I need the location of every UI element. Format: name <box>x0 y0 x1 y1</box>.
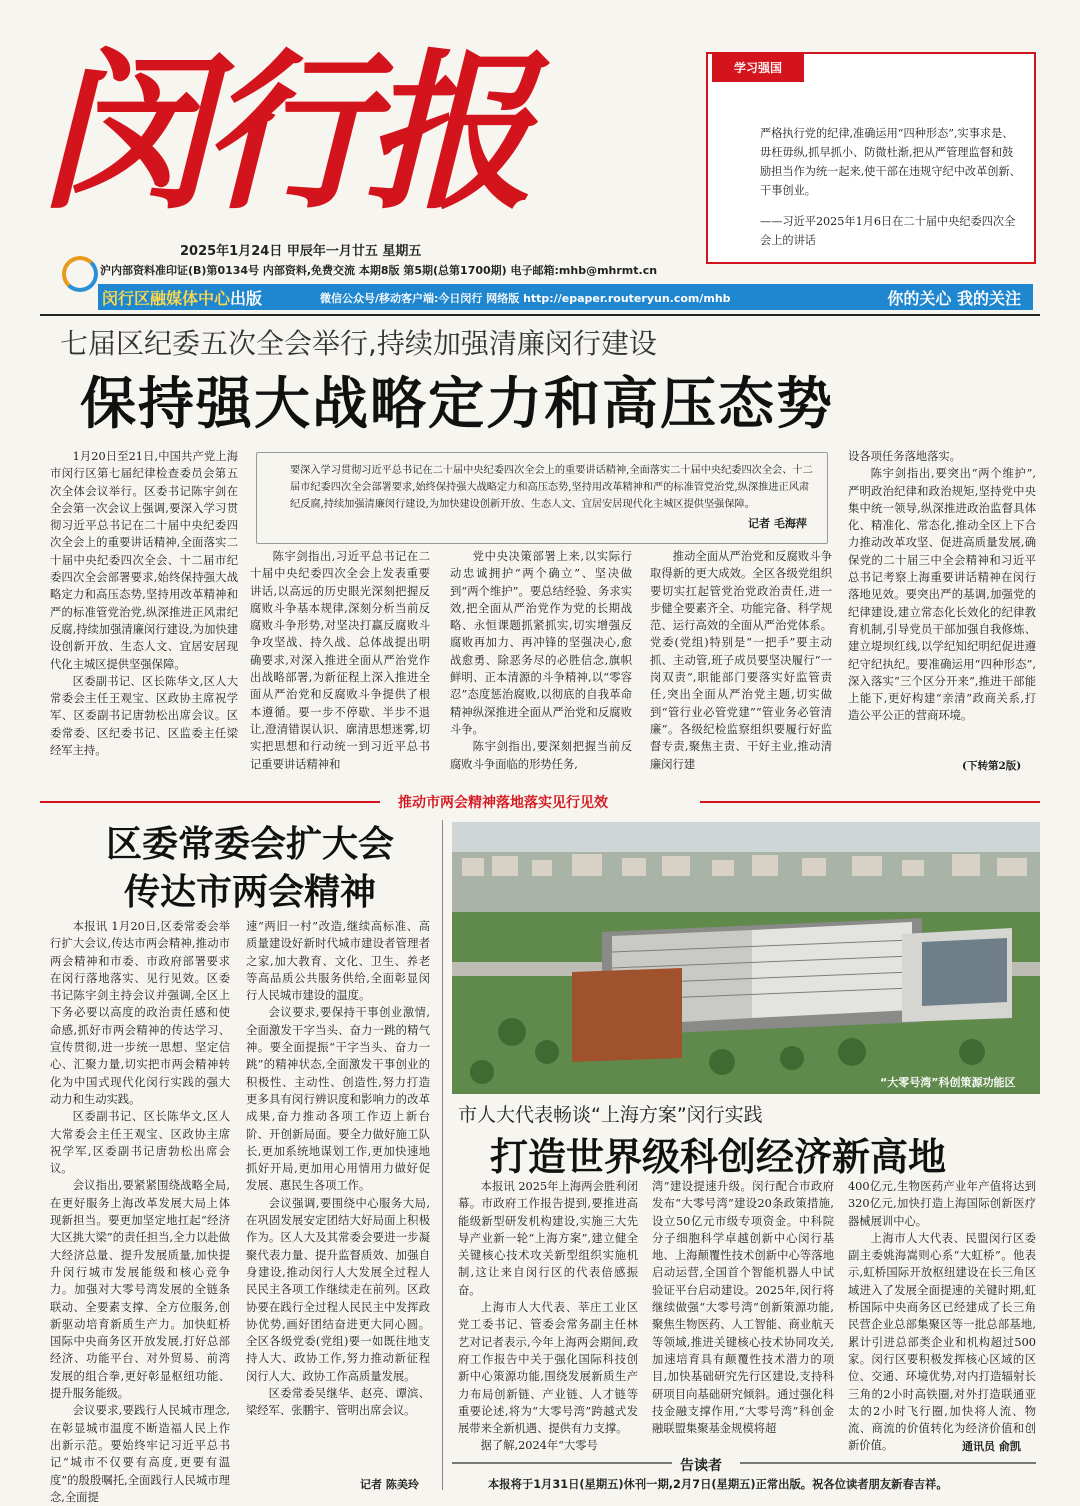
paragraph: 陈宇剑指出,要深刻把握当前反腐败斗争面临的形势任务, <box>450 740 632 771</box>
slogan: 你的关心 我的关注 <box>887 289 1021 308</box>
science-park-photo <box>452 822 1040 1094</box>
paragraph: 400亿元,生物医药产业年产值将达到320亿元,加快打造上海国际创新医疗器械展训中心。 <box>848 1180 1036 1228</box>
lead-kicker: 七届区纪委五次全会举行,持续加强清廉闵行建设 <box>60 327 657 360</box>
paragraph: 推动全面从严治党和反腐败斗争取得新的更大成效。全区各级党组织要切实扛起管党治党政治责任,进一步健全要素齐全、功能完备、科学规范、运行高效的全面从严治党体系。党委(党组)特别是“一把手”要主动抓、主动管,班子成员要坚决履行“一岗双责”,职能部门要落实好监管责任,突出全面从严治党主题,切实做到“管行业必管党建”“管业务必管清廉”。各级纪检监察组织要履行好监督专责,聚焦主责、干好主业,推动清廉闵行建 <box>650 550 832 771</box>
lead-summary: 要深入学习贯彻习近平总书记在二十届中央纪委四次全会上的重要讲话精神,全面落实二十届中央纪委四次全会、十二届市纪委四次全会部署要求,始终保持强大战略定力和高压态势,坚持用改革精神和严的标准管党治党,纵深推进正风肃纪反腐,持续加强清廉闵行建设,为加快建设创新开放、生态人文、宜居安居现代化主城区提供坚强保障。 <box>290 465 813 510</box>
paragraph: 会议要求,要保持干事创业激情,全面激发干字当头、奋力一跳的精气神。要全面提振“干字当头、奋力一跳”的精神状态,全面激发干事创业的积极性、主动性、创造性,努力打造更多具有闵行辨识度和影响力的改革成果,奋力推动各项工作迈上新台阶、开创新局面。要全力做好施工队长,更加系统地谋划工作,更加快速地抓好开局,更加用心用情用力做好促发展、惠民生各项工作。 <box>246 1006 430 1193</box>
column-divider <box>442 820 443 1490</box>
band-line-right <box>700 801 1040 803</box>
publisher-prefix: 闵行区融媒体中心 <box>102 289 231 308</box>
story2-headline-line2: 传达市两会精神 <box>123 871 376 913</box>
divider <box>40 314 1040 316</box>
story2-col-2 <box>246 918 430 1478</box>
paragraph: 据了解,2024年“大零号 <box>480 1439 598 1453</box>
band-line-left <box>40 801 380 803</box>
paragraph: 区委副书记、区长陈华文,区人大常委会主任王观宝、区政协主席祝学军,区委副书记唐勃松出席会议。 <box>50 1110 230 1176</box>
notice-title: 告读者 <box>680 1458 722 1474</box>
lead-col-2 <box>250 548 430 770</box>
paragraph: 速“两旧一村”改造,继续高标准、高质量建设好新时代城市建设者管理者之家,加大教育、文化、卫生、养老等高品质公共服务供给,全面彰显闵行人民城市建设的温度。 <box>246 920 430 1003</box>
story3-kicker: 市人大代表畅谈“上海方案”闵行实践 <box>458 1104 763 1126</box>
notice-body: 本报将于1月31日(星期五)休刊一期,2月7日(星期五)正常出版。祝各位读者朋友新春吉祥。 <box>488 1478 948 1491</box>
paragraph: 上海市人大代表、莘庄工业区党工委书记、管委会常务副主任林艺对记者表示,今年上海两会期间,政府工作报告中关于强化国际科技创新中心策源功能,围绕发展新质生产力布局创新链、产业链、人才链等重要论述,将为“大零号湾”跨越式发展带来全新机遇、提供有力支撑。 <box>458 1301 638 1436</box>
story2-author: 记者 陈美玲 <box>360 1478 419 1491</box>
turn-page-note: (下转第2版) <box>962 760 1022 772</box>
paragraph: 陈宇剑指出,习近平总书记在二十届中央纪委四次全会上发表重要讲话,以高远的历史眼光深刻把握反腐败斗争基本规律,深刻分析当前反腐败斗争形势,对坚决打赢反腐败斗争攻坚战、持久战、总体战提出明确要求,对深入推进全面从严治党作出战略部署,为新征程上深入推进全面从严治党和反腐败斗争提供了根本遵循。要一步不停歇、半步不退让,澄清错误认识、廓清思想迷雾,切实把思想和行动统一到习近平总书记重要讲话精神和 <box>250 550 430 771</box>
paragraph: 会议强调,要围绕中心服务大局,在巩固发展安定团结大好局面上积极作为。区人大及其常委会要进一步凝聚代表力量、提升监督质效、加强自身建设,推动闵行人大发展全过程人民民主各项工作继续走在前列。区政协要在践行全过程人民民主中发挥政协优势,画好团结奋进更大同心圆。全区各级党委(党组)要一如既往地支持人大、政协工作,努力推动新征程闵行人大、政协工作高质量发展。 <box>246 1196 430 1383</box>
paragraph: 本报讯 1月20日,区委常委会举行扩大会议,传达市两会精神,推动市两会精神和市委、市政府部署要求在闵行落地落实、见行见效。区委书记陈宇剑主持会议并强调,全区上下务必要以高度的政治责任感和使命感,抓好市两会精神的传达学习、宣传贯彻,进一步统一思想、坚定信心、汇聚力量,切实把市两会精神转化为中国式现代化闵行实践的强大动力和生动实践。 <box>50 920 230 1106</box>
paragraph: 党中央决策部署上来,以实际行动忠诚拥护“两个确立”、坚决做到“两个维护”。要总结经验、务求实效,把全面从严治党作为党的长期战略、永恒课题抓紧抓实,切实增强反腐败再加力、再冲锋的坚强决心,愈战愈勇、除恶务尽的必胜信念,旗帜鲜明、正本清源的斗争精神,以“零容忍”态度惩治腐败,以彻底的自我革命精神纵深推进全面从严治党和反腐败斗争。 <box>450 550 632 736</box>
story2-headline-line1: 区委常委会扩大会 <box>105 823 394 865</box>
paragraph: 湾”建设提速升级。闵行配合市政府发布“大零号湾”建设20条政策措施,设立50亿元市级专项资金。中科院分子细胞科学卓越创新中心闵行基地、上海颠覆性技术创新中心等落地启动运营,全国首个智能机器人中试验证平台启动建设。2025年,闵行将继续做强“大零号湾”创新策源功能,聚焦生物医药、人工智能、商业航天等领域,推进关键核心技术协同攻关,加速培育具有颠覆性技术潜力的项目,加快基础研究先行区建设,支持科研项目向基础研究倾斜。通过强化科技金融支撑作用,“大零号湾”科创金融联盟集聚基金规模将超 <box>652 1180 834 1436</box>
publisher <box>102 286 262 309</box>
paragraph: 会议指出,要紧紧围绕战略全局,在更好服务上海改革发展大局上体现新担当。要更加坚定地扛起“经济大区挑大梁”的责任担当,全力以赴做大经济总量、提升发展质量,加快提升闵行城市发展能级和核心竞争力。加强对大零号湾发展的全链条联动、全要素支撑、全方位服务,创新驱动培育新质生产力。加快虹桥国际中央商务区开放发展,打好总部经济、功能平台、对外贸易、前湾发展的组合拳,更好彰显枢纽功能、提升服务能级。 <box>50 1179 230 1401</box>
paragraph: 本报讯 2025年上海两会胜利闭幕。市政府工作报告提到,要推进高能级新型研发机构建设,实施三大先导产业新一轮“上海方案”,建立健全关键核心技术攻关新型组织实施机制,这让来自闵行区的代表倍感振奋。 <box>458 1180 638 1297</box>
photo-caption: “大零号湾”科创策源功能区 <box>880 1076 1016 1089</box>
quote-body: 严格执行党的纪律,准确运用“四种形态”,实事求是、毋枉毋纵,抓早抓小、防微杜渐,把从严管理监督和鼓励担当作为统一起来,使干部在违规守纪中改革创新、干事创业。 <box>760 127 1021 197</box>
lead-col-3 <box>450 548 632 770</box>
lead-col-5 <box>848 448 1036 748</box>
wechat-line: 微信公众号/移动客户端:今日闵行 网络版 http://epaper.routeryun.com/mhb <box>320 292 731 305</box>
story3-author: 通讯员 俞凯 <box>962 1440 1021 1453</box>
paragraph: 设各项任务落地落实。 <box>848 450 961 463</box>
lead-col-1 <box>50 448 238 768</box>
section-band-title: 推动市两会精神落地落实见行见效 <box>398 795 608 811</box>
media-center-logo-icon <box>62 256 98 292</box>
dateline: 2025年1月24日 甲辰年一月廿五 星期五 <box>180 244 422 259</box>
info-line: 沪内部资料准印证(B)第0134号 内部资料,免费交流 本期8版 第5期(总第1700期) 电子邮箱:mhb@mhrmt.cn <box>100 264 658 277</box>
paragraph: 会议要求,要践行人民城市理念,在彰显城市温度不断造福人民上作出新示范。要始终牢记习近平总书记“城市不仅要有高度,更要有温度”的殷殷嘱托,全面践行人民城市理念,全面提 <box>50 1404 230 1504</box>
story2-headline <box>60 820 440 916</box>
publisher-bar <box>98 284 1033 310</box>
quote-source: ——习近平2025年1月6日在二十届中央纪委四次全会上的讲话 <box>760 215 1016 247</box>
aerial-photo-illustration <box>452 822 1040 1094</box>
story3-headline: 打造世界级科创经济新高地 <box>490 1135 947 1179</box>
masthead-title: 闵行报 <box>40 33 527 233</box>
notice-rule-left <box>452 1462 672 1464</box>
lead-author: 记者 毛海萍 <box>748 517 807 530</box>
paragraph: 1月20日至21日,中国共产党上海市闵行区第七届纪律检查委员会第五次全体会议举行。区委书记陈宇剑在全会第一次会议上强调,要深入学习贯彻习近平总书记在二十届中央纪委四次全会上的重要讲话精神,全面落实二十届中央纪委四次全会、十二届市纪委四次全会部署要求,始终保持强大战略定力和高压态势,坚持用改革精神和严的标准管党治党,纵深推进正风肃纪反腐,持续加强清廉闵行建设,为加快建设创新开放、生态人文、宜居安居现代化主城区提供坚强保障。 <box>50 450 238 671</box>
paragraph: 区委副书记、区长陈华文,区人大常委会主任王观宝、区政协主席祝学军、区委副书记唐勃松出席会议。区委常委、区纪委书记、区监委主任梁经军主持。 <box>50 674 238 758</box>
lead-col-4 <box>650 548 832 770</box>
paragraph: 上海市人大代表、民盟闵行区委副主委姚海嵩则心系“大虹桥”。他表示,虹桥国际开放枢纽建设在长三角区域进入了发展全面提速的关键时期,虹桥国际中央商务区已经建成了长三角民营企业总部集聚区等一批总部基地,累计引进总部类企业和机构超过500家。闵行区要积极发挥核心区域的区位、交通、环境优势,对内打造辐射长三角的2小时高铁圈,对外打造联通亚太的2小时飞行圈,加快将人流、物流、商流的价值转化为经济价值和创新价值。 <box>848 1231 1036 1453</box>
lead-headline: 保持强大战略定力和高压态势 <box>80 372 834 437</box>
publisher-suffix: 出版 <box>230 289 263 308</box>
story3-col-2 <box>652 1178 834 1454</box>
xuexi-tag: 学习强国 <box>712 54 804 82</box>
story2-col-1 <box>50 918 230 1504</box>
paragraph: 陈宇剑指出,要突出“两个维护”,严明政治纪律和政治规矩,坚持党中央集中统一领导,纵深推进政治监督具体化、精准化、常态化,推动全区上下合力推动改革攻坚、促进高质量发展,确保党的二十届三中全会精神和习近平总书记考察上海重要讲话精神在闵行落地见效。要突出严的基调,加强党的纪律建设,建立常态化长效化的纪律教育机制,引导党员干部加强自我修炼、建立堤坝红线,以学纪知纪明纪促进遵纪守纪执纪。要准确运用“四种形态”,深入落实“三个区分开来”,推进干部能上能下,更好构建“亲清”政商关系,打造公平公正的营商环境。 <box>848 467 1036 723</box>
notice-rule-right <box>740 1462 1036 1464</box>
story3-col-1 <box>458 1178 638 1454</box>
paragraph: 区委常委吴继华、赵亮、谭滨、梁经军、张鹏宇、管明出席会议。 <box>246 1387 430 1418</box>
section-band <box>40 792 1040 810</box>
